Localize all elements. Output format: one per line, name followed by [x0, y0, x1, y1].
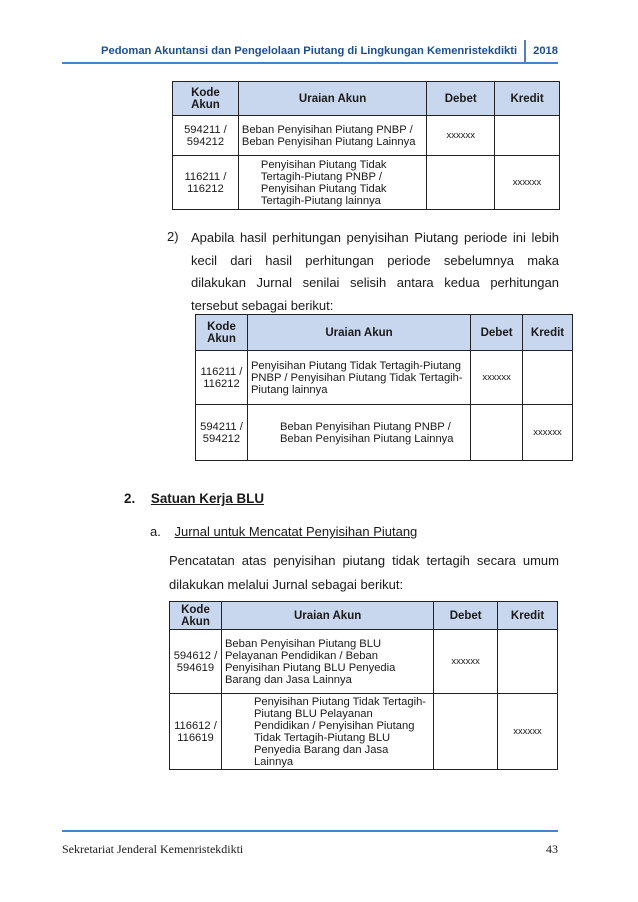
- debet-cell: xxxxxx: [471, 351, 523, 405]
- debet-cell: [427, 156, 495, 210]
- table-row: [173, 156, 560, 210]
- header-kode-akun: Kode Akun: [170, 602, 222, 630]
- uraian-akun-cell: Beban Penyisihan Piutang BLU Pelayanan Pendidikan / Beban Penyisihan Piutang BLU Penyedia Barang dan Jasa Lainnya: [221, 630, 433, 694]
- header-title: Pedoman Akuntansi dan Pengelolaan Piutang di Lingkungan Kemenristekdikti: [101, 45, 518, 57]
- kode-akun-cell: 594612 / 594619: [170, 630, 222, 694]
- subsection-heading: [150, 524, 417, 539]
- kode-akun-cell: 116211 / 116212: [196, 351, 248, 405]
- header-kode-akun: Kode Akun: [196, 315, 248, 351]
- kode-akun-cell: 116612 / 116619: [170, 694, 222, 770]
- debet-cell: [434, 694, 498, 770]
- table-row: [173, 116, 560, 156]
- header-uraian-akun: Uraian Akun: [221, 602, 433, 630]
- debet-cell: [471, 405, 523, 461]
- debet-cell: xxxxxx: [434, 630, 498, 694]
- uraian-akun-cell: Beban Penyisihan Piutang PNBP / Beban Penyisihan Piutang Lainnya: [238, 116, 426, 156]
- kode-akun-cell: 116211 / 116212: [173, 156, 239, 210]
- subsection-title: Jurnal untuk Mencatat Penyisihan Piutang: [174, 524, 418, 539]
- header-kredit: Kredit: [495, 82, 560, 116]
- subsection-letter: a.: [150, 524, 161, 539]
- kredit-cell: [523, 351, 573, 405]
- header-uraian-akun: Uraian Akun: [238, 82, 426, 116]
- uraian-akun-cell: Penyisihan Piutang Tidak Tertagih-Piutang PNBP / Penyisihan Piutang Tidak Tertagih-Piutang lainnya: [247, 351, 470, 405]
- table-row: [170, 694, 558, 770]
- journal-table-3: [169, 601, 558, 770]
- kredit-cell: [498, 630, 558, 694]
- kredit-cell: xxxxxx: [523, 405, 573, 461]
- header-year: 2018: [524, 40, 558, 62]
- section-title: Satuan Kerja BLU: [150, 491, 265, 506]
- page-number: 43: [546, 842, 558, 856]
- subsection-paragraph: Pencatatan atas penyisihan piutang tidak tertagih secara umum dilakukan melalui Jurnal sebagai berikut:: [169, 553, 559, 592]
- header-kredit: Kredit: [523, 315, 573, 351]
- footer-text: Sekretariat Jenderal Kemenristekdikti: [62, 842, 244, 856]
- kode-akun-cell: 594211 / 594212: [196, 405, 248, 461]
- kredit-cell: [495, 116, 560, 156]
- table-row: [170, 630, 558, 694]
- page-header: [62, 40, 558, 64]
- table-row: [196, 351, 573, 405]
- table-row: [196, 405, 573, 461]
- header-debet: Debet: [427, 82, 495, 116]
- kredit-cell: xxxxxx: [498, 694, 558, 770]
- header-debet: Debet: [434, 602, 498, 630]
- uraian-akun-cell: Penyisihan Piutang Tidak Tertagih-Piutang PNBP / Penyisihan Piutang Tidak Tertagih-Piutang lainnya: [238, 156, 426, 210]
- item-paragraph: Apabila hasil perhitungan penyisihan Piutang periode ini lebih kecil dari hasil perhitungan periode sebelumnya maka dilakukan Jurnal senilai selisih antara kedua perhitungan tersebut sebagai berikut:: [191, 230, 559, 313]
- kredit-cell: xxxxxx: [495, 156, 560, 210]
- uraian-akun-cell: Penyisihan Piutang Tidak Tertagih-Piutang BLU Pelayanan Pendidikan / Penyisihan Piutang Tidak Tertagih-Piutang BLU Penyedia Barang dan Jasa Lainnya: [221, 694, 433, 770]
- item-number: 2): [167, 229, 179, 244]
- section-number: 2.: [124, 491, 136, 506]
- kode-akun-cell: 594211 / 594212: [173, 116, 239, 156]
- section-heading: [124, 491, 264, 506]
- page-footer: [62, 830, 558, 857]
- uraian-akun-cell: Beban Penyisihan Piutang PNBP / Beban Penyisihan Piutang Lainnya: [247, 405, 470, 461]
- header-debet: Debet: [471, 315, 523, 351]
- debet-cell: xxxxxx: [427, 116, 495, 156]
- journal-table-1: [172, 81, 560, 210]
- journal-table-2: [195, 314, 573, 461]
- header-kredit: Kredit: [498, 602, 558, 630]
- header-uraian-akun: Uraian Akun: [247, 315, 470, 351]
- header-kode-akun: Kode Akun: [173, 82, 239, 116]
